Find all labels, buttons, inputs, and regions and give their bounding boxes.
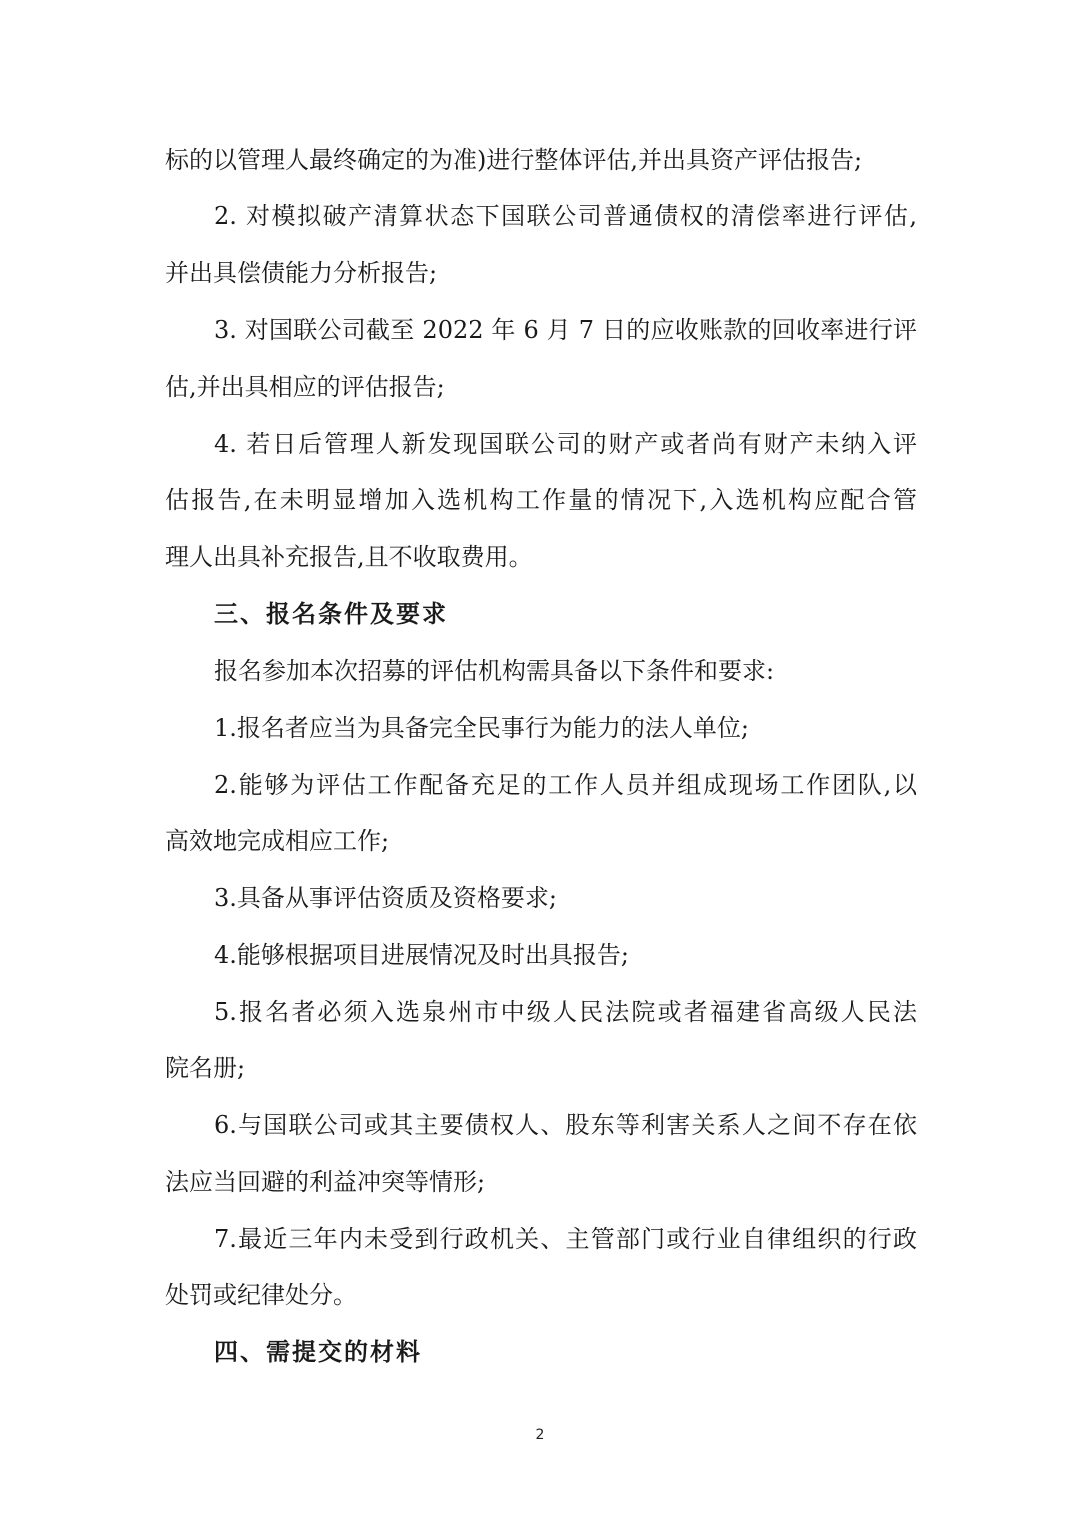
requirement-6-line-1: 6.与国联公司或其主要债权人、股东等利害关系人之间不存在依 xyxy=(214,1111,917,1139)
requirement-6-line-2: 法应当回避的利益冲突等情形; xyxy=(165,1168,486,1196)
requirement-7-line-2: 处罚或纪律处分。 xyxy=(165,1281,357,1309)
requirement-1: 1.报名者应当为具备完全民事行为能力的法人单位; xyxy=(214,714,749,742)
requirement-2-line-2: 高效地完成相应工作; xyxy=(165,827,390,855)
requirement-3: 3.具备从事评估资质及资格要求; xyxy=(214,884,557,912)
requirement-5-line-2: 院名册; xyxy=(165,1054,246,1082)
list-item-4-line-1: 4. 若日后管理人新发现国联公司的财产或者尚有财产未纳入评 xyxy=(214,430,917,458)
list-item-2-line-2: 并出具偿债能力分析报告; xyxy=(165,259,438,287)
page-number: 2 xyxy=(535,1427,545,1443)
list-item-3-line-1: 3. 对国联公司截至 2022 年 6 月 7 日的应收账款的回收率进行评 xyxy=(214,316,917,344)
section-heading-3: 三、报名条件及要求 xyxy=(214,599,448,628)
section-heading-4: 四、需提交的材料 xyxy=(214,1337,422,1366)
list-item-4-line-3: 理人出具补充报告,且不收取费用。 xyxy=(165,543,533,571)
section-intro: 报名参加本次招募的评估机构需具备以下条件和要求: xyxy=(214,657,775,685)
requirement-7-line-1: 7.最近三年内未受到行政机关、主管部门或行业自律组织的行政 xyxy=(214,1225,917,1253)
requirement-5-line-1: 5.报名者必须入选泉州市中级人民法院或者福建省高级人民法 xyxy=(214,998,917,1026)
text-line: 标的以管理人最终确定的为准)进行整体评估,并出具资产评估报告; xyxy=(165,146,863,174)
list-item-4-line-2: 估报告,在未明显增加入选机构工作量的情况下,入选机构应配合管 xyxy=(165,486,917,514)
requirement-4: 4.能够根据项目进展情况及时出具报告; xyxy=(214,941,629,969)
requirement-2-line-1: 2.能够为评估工作配备充足的工作人员并组成现场工作团队,以 xyxy=(214,771,917,799)
list-item-3-line-2: 估,并出具相应的评估报告; xyxy=(165,373,445,401)
list-item-2-line-1: 2. 对模拟破产清算状态下国联公司普通债权的清偿率进行评估, xyxy=(214,202,917,230)
